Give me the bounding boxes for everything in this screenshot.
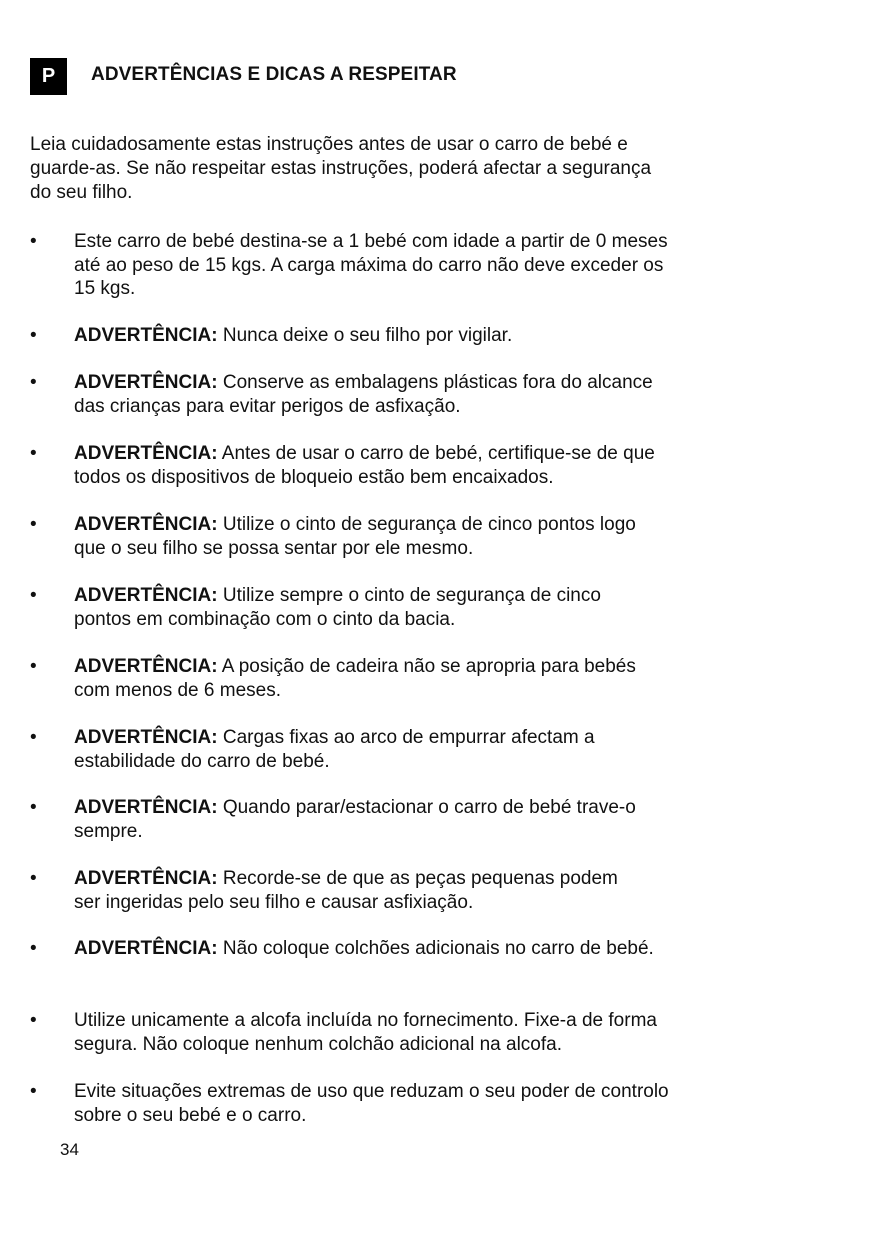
item-text: Utilize sempre o cinto de segurança de cinco pontos em combinação com o cinto da bacia. [74,585,601,630]
warning-label: ADVERTÊNCIA: [74,585,218,606]
bullet-icon: • [30,585,37,606]
bullet-icon: • [30,1010,37,1031]
warning-label: ADVERTÊNCIA: [74,868,218,889]
warning-label: ADVERTÊNCIA: [74,656,218,677]
item-text: A posição de cadeira não se apropria para bebés com menos de 6 meses. [74,656,636,701]
bullet-icon: • [30,938,37,959]
item-text: Nunca deixe o seu filho por vigilar. [217,325,513,346]
item-text: Este carro de bebé destina-se a 1 bebé com idade a partir de 0 meses até ao peso de 15 kgs. A carga máxima do carro não deve exceder os 15 kgs. [74,231,668,299]
item-text: Utilize o cinto de segurança de cinco pontos logo que o seu filho se possa sentar por ele mesmo. [74,514,636,559]
warning-label: ADVERTÊNCIA: [74,938,218,959]
item-text: Utilize unicamente a alcofa incluída no fornecimento. Fixe-a de forma segura. Não coloque nenhum colchão adicional na alcofa. [74,1010,657,1055]
bullet-icon: • [30,325,37,346]
warning-label: ADVERTÊNCIA: [74,443,218,464]
bullet-icon: • [30,514,37,535]
warning-label: ADVERTÊNCIA: [74,514,218,535]
bullet-icon: • [30,727,37,748]
warning-label: ADVERTÊNCIA: [74,325,218,346]
warning-label: ADVERTÊNCIA: [74,727,218,748]
page-number: 34 [60,1140,79,1159]
item-text: Evite situações extremas de uso que reduzam o seu poder de controlo sobre o seu bebé e o carro. [74,1081,669,1126]
intro-paragraph: Leia cuidadosamente estas instruções antes de usar o carro de bebé e guarde-as. Se não respeitar estas instruções, poderá afectar a segurança do seu filho. [30,134,652,203]
warning-label: ADVERTÊNCIA: [74,797,218,818]
bullet-icon: • [30,443,37,464]
item-text: Recorde-se de que as peças pequenas podem ser ingeridas pelo seu filho e causar asfixiação. [74,868,618,913]
bullet-icon: • [30,1081,37,1102]
item-text: Quando parar/estacionar o carro de bebé trave-o sempre. [74,797,636,842]
bullet-icon: • [30,868,37,889]
page-title: ADVERTÊNCIAS E DICAS A RESPEITAR [91,64,457,85]
item-text: Cargas fixas ao arco de empurrar afectam a estabilidade do carro de bebé. [74,727,595,772]
language-code: P [41,65,56,87]
item-text: Antes de usar o carro de bebé, certifique-se de que todos os dispositivos de bloqueio estão bem encaixados. [74,443,655,488]
language-badge [30,58,67,95]
item-text: Conserve as embalagens plásticas fora do alcance das crianças para evitar perigos de asfixação. [74,372,653,417]
warning-label: ADVERTÊNCIA: [74,372,218,393]
bullet-icon: • [30,231,37,252]
item-text: Não coloque colchões adicionais no carro de bebé. [217,938,654,959]
bullet-icon: • [30,656,37,677]
bullet-icon: • [30,797,37,818]
bullet-icon: • [30,372,37,393]
